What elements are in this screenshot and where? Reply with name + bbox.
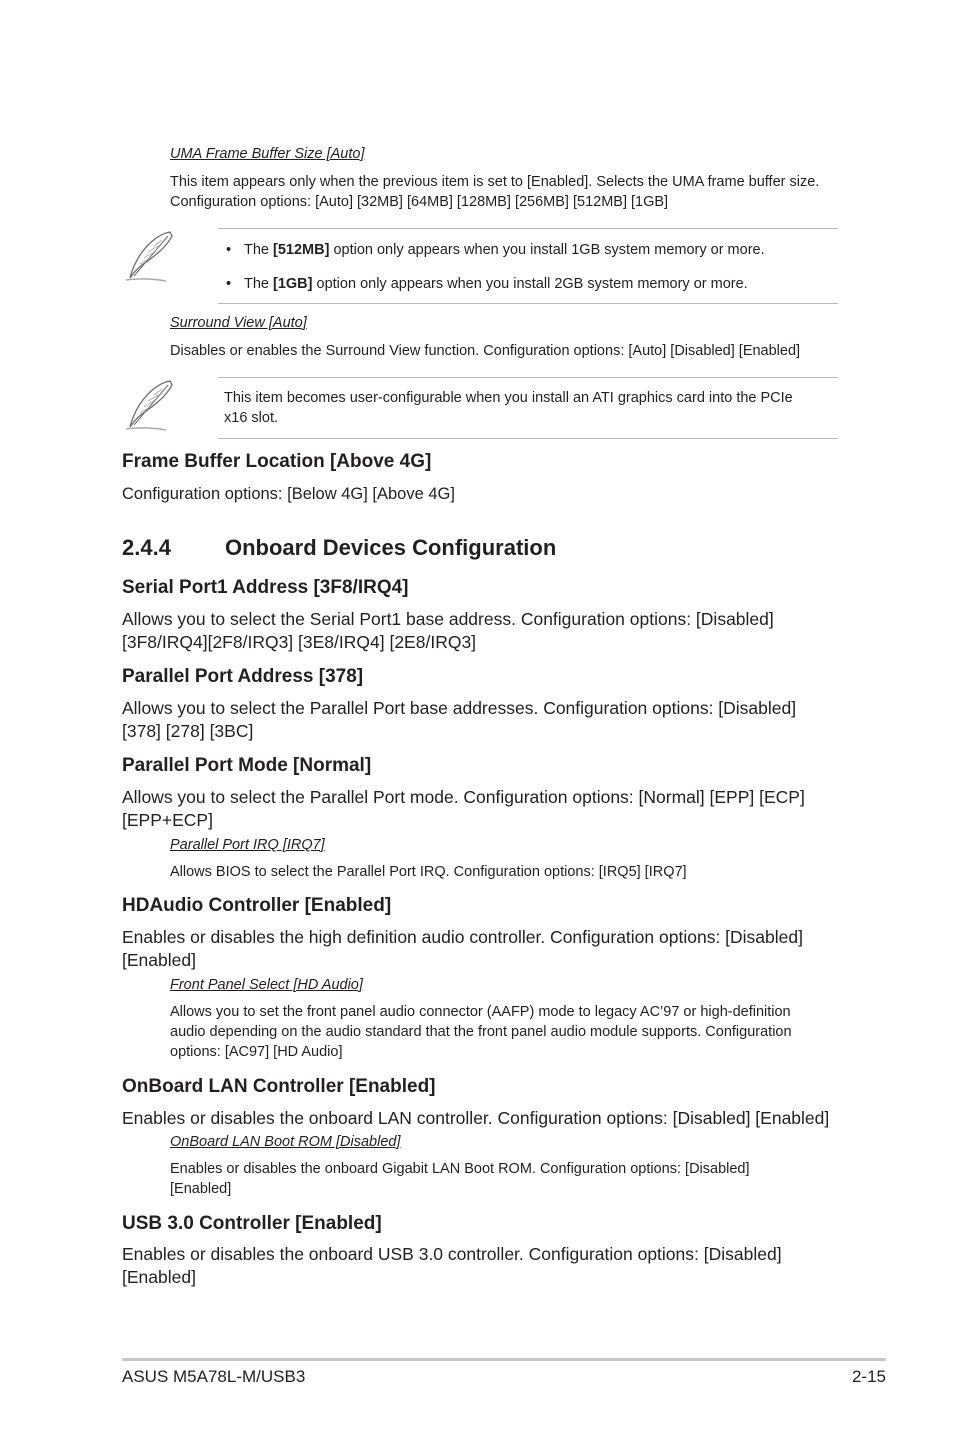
parallel-port-address-description: Allows you to select the Parallel Port base addresses. Configuration options: [Disabled] [378] [278] [3BC] — [122, 698, 797, 741]
surround-view-title: Surround View [Auto] — [170, 315, 307, 331]
parallel-port-irq-description: Allows BIOS to select the Parallel Port IRQ. Configuration options: [IRQ5] [IRQ7] — [170, 864, 687, 880]
note-ati-text: This item becomes user-configurable when you install an ATI graphics card into the PCIe x16 slot. — [224, 390, 793, 426]
note-feather-icon — [122, 377, 178, 433]
parallel-port-address-heading: Parallel Port Address [378] — [122, 666, 364, 687]
parallel-port-mode-description: Allows you to select the Parallel Port mode. Configuration options: [Normal] [EPP] [ECP] [EPP+ECP] — [122, 787, 805, 830]
section-title — [122, 535, 556, 561]
bullet-text-bold: [512MB] — [273, 242, 330, 258]
lan-controller-description: Enables or disables the onboard LAN controller. Configuration options: [Disabled] [Enabled] — [122, 1108, 830, 1128]
surround-view-description: Disables or enables the Surround View function. Configuration options: [Auto] [Disabled] [Enabled] — [170, 343, 801, 359]
footer-divider — [122, 1358, 886, 1361]
frame-buffer-location-description: Configuration options: [Below 4G] [Above 4G] — [122, 485, 455, 503]
uma-frame-buffer-description: This item appears only when the previous item is set to [Enabled]. Selects the UMA frame buffer size. Configuration options: [Auto] [32MB] [64MB] [128MB] [256MB] [512MB] [1GB] — [170, 174, 820, 210]
bullet-text-post: option only appears when you install 2GB system memory or more. — [312, 276, 748, 292]
serial-port-description: Allows you to select the Serial Port1 base address. Configuration options: [Disabled] [3F8/IRQ4][2F8/IRQ3] [3E8/IRQ4] [2E8/IRQ3] — [122, 609, 774, 652]
note-box-ati — [218, 377, 838, 439]
bullet-glyph: • — [226, 276, 232, 292]
lan-boot-rom-title: OnBoard LAN Boot ROM [Disabled] — [170, 1134, 401, 1150]
bullet-text-pre: The — [244, 242, 274, 258]
footer-model-name: ASUS M5A78L-M/USB3 — [122, 1367, 306, 1386]
parallel-port-mode-heading: Parallel Port Mode [Normal] — [122, 755, 372, 776]
lan-boot-rom-description: Enables or disables the onboard Gigabit LAN Boot ROM. Configuration options: [Disabled] [Enabled] — [170, 1161, 750, 1197]
bullet-text-pre: The — [244, 276, 274, 292]
note-feather-icon — [122, 228, 178, 284]
serial-port-heading: Serial Port1 Address [3F8/IRQ4] — [122, 577, 409, 598]
footer-page-number: 2-15 — [851, 1367, 886, 1386]
front-panel-select-title: Front Panel Select [HD Audio] — [170, 977, 363, 993]
usb3-controller-heading: USB 3.0 Controller [Enabled] — [122, 1213, 382, 1234]
frame-buffer-location-heading: Frame Buffer Location [Above 4G] — [122, 451, 432, 472]
section-title-text: Onboard Devices Configuration — [225, 535, 557, 560]
note-bullet-item — [226, 242, 765, 258]
uma-frame-buffer-title: UMA Frame Buffer Size [Auto] — [170, 146, 365, 162]
note-box-memory — [218, 228, 838, 304]
bullet-glyph: • — [226, 242, 232, 258]
note-bullet-item — [226, 276, 748, 292]
hdaudio-description: Enables or disables the high definition audio controller. Configuration options: [Disabled] [Enabled] — [122, 927, 803, 970]
bullet-text-bold: [1GB] — [273, 276, 313, 292]
lan-controller-heading: OnBoard LAN Controller [Enabled] — [122, 1076, 436, 1097]
section-number: 2.4.4 — [122, 535, 171, 560]
hdaudio-heading: HDAudio Controller [Enabled] — [122, 895, 392, 916]
parallel-port-irq-title: Parallel Port IRQ [IRQ7] — [170, 837, 325, 853]
usb3-controller-description: Enables or disables the onboard USB 3.0 controller. Configuration options: [Disabled] [Enabled] — [122, 1244, 782, 1287]
front-panel-select-description: Allows you to set the front panel audio connector (AAFP) mode to legacy AC’97 or high-definition audio depending on the audio standard that the front panel audio module supports. Configuration options: [AC97] [HD Audio] — [170, 1004, 792, 1060]
bullet-text-post: option only appears when you install 1GB system memory or more. — [329, 242, 765, 258]
